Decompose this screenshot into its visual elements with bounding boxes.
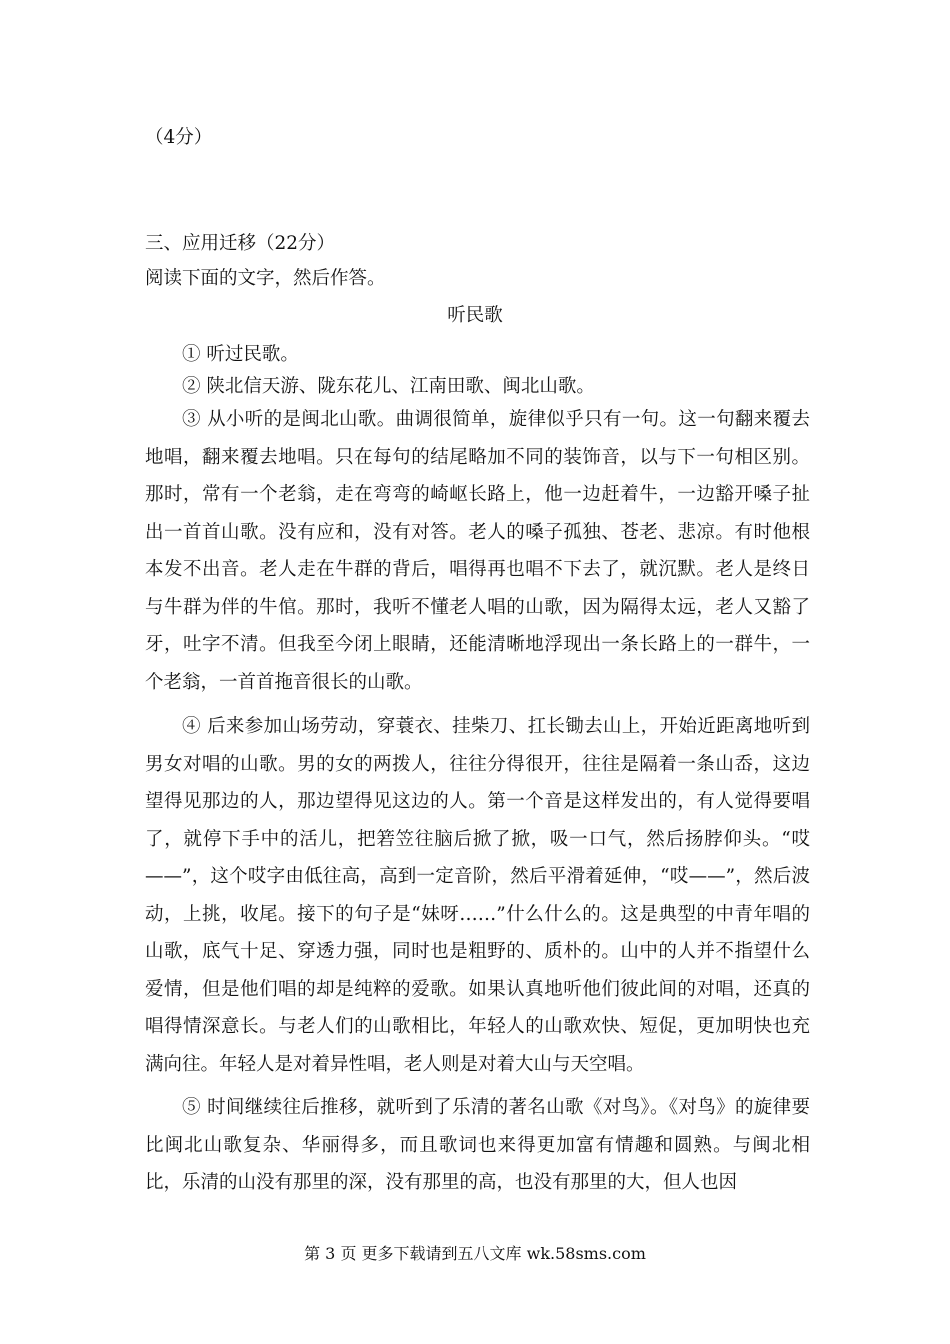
paragraph-1: ① 听过民歌。	[182, 344, 299, 365]
page-footer: 第 3 页 更多下载请到五八文库 wk.58sms.com	[304, 1244, 646, 1263]
score-note: （4分）	[145, 127, 213, 148]
section-heading: 三、应用迁移（22分）	[145, 233, 336, 254]
instruction-text: 阅读下面的文字，然后作答。	[145, 268, 386, 289]
paragraph-4: ④ 后来参加山场劳动，穿蓑衣、挂柴刀、扛长锄去山上，开始近距离地听到男女对唱的山歌。男的女的两拨人，往往分得很开，往往是隔着一条山岙，这边望得见那边的人，那边望得见这边的人。第一个音是这样发出的，有人觉得要唱了，就停下手中的活儿，把箬笠往脑后掀了掀，吸一口气，然后扬脖仰头。“哎——”，这个哎字由低往高，高到一定音阶，然后平滑着延伸，“哎——”，然后波动，上挑，收尾。接下的句子是“妹呀……”什么什么的。这是典型的中青年唱的山歌，底气十足、穿透力强，同时也是粗野的、质朴的。山中的人并不指望什么爱情，但是他们唱的却是纯粹的爱歌。如果认真地听他们彼此间的对唱，还真的唱得情深意长。与老人们的山歌相比，年轻人的山歌欢快、短促，更加明快也充满向往。年轻人是对着异性唱，老人则是对着大山与天空唱。	[145, 716, 810, 1075]
paragraph-3: ③ 从小听的是闽北山歌。曲调很简单，旋律似乎只有一句。这一句翻来覆去地唱，翻来覆去地唱。只在每句的结尾略加不同的装饰音，以与下一句相区别。那时，常有一个老翁，走在弯弯的崎岖长路上，他一边赶着牛，一边豁开嗓子扯出一首首山歌。没有应和，没有对答。老人的嗓子孤独、苍老、悲凉。有时他根本发不出音。老人走在牛群的背后，唱得再也唱不下去了，就沉默。老人是终日与牛群为伴的牛倌。那时，我听不懂老人唱的山歌，因为隔得太远，老人又豁了牙，吐字不清。但我至今闭上眼睛，还能清晰地浮现出一条长路上的一群牛，一个老翁，一首首拖音很长的山歌。	[145, 409, 810, 693]
paragraph-2: ② 陕北信天游、陇东花儿、江南田歌、闽北山歌。	[182, 376, 595, 397]
article-title: 听民歌	[447, 305, 503, 326]
paragraph-5: ⑤ 时间继续往后推移，就听到了乐清的著名山歌《对鸟》。《对鸟》的旋律要比闽北山歌复杂、华丽得多，而且歌词也来得更加富有情趣和圆熟。与闽北相比，乐清的山没有那里的深，没有那里的高，也没有那里的大，但人也因	[145, 1097, 810, 1193]
